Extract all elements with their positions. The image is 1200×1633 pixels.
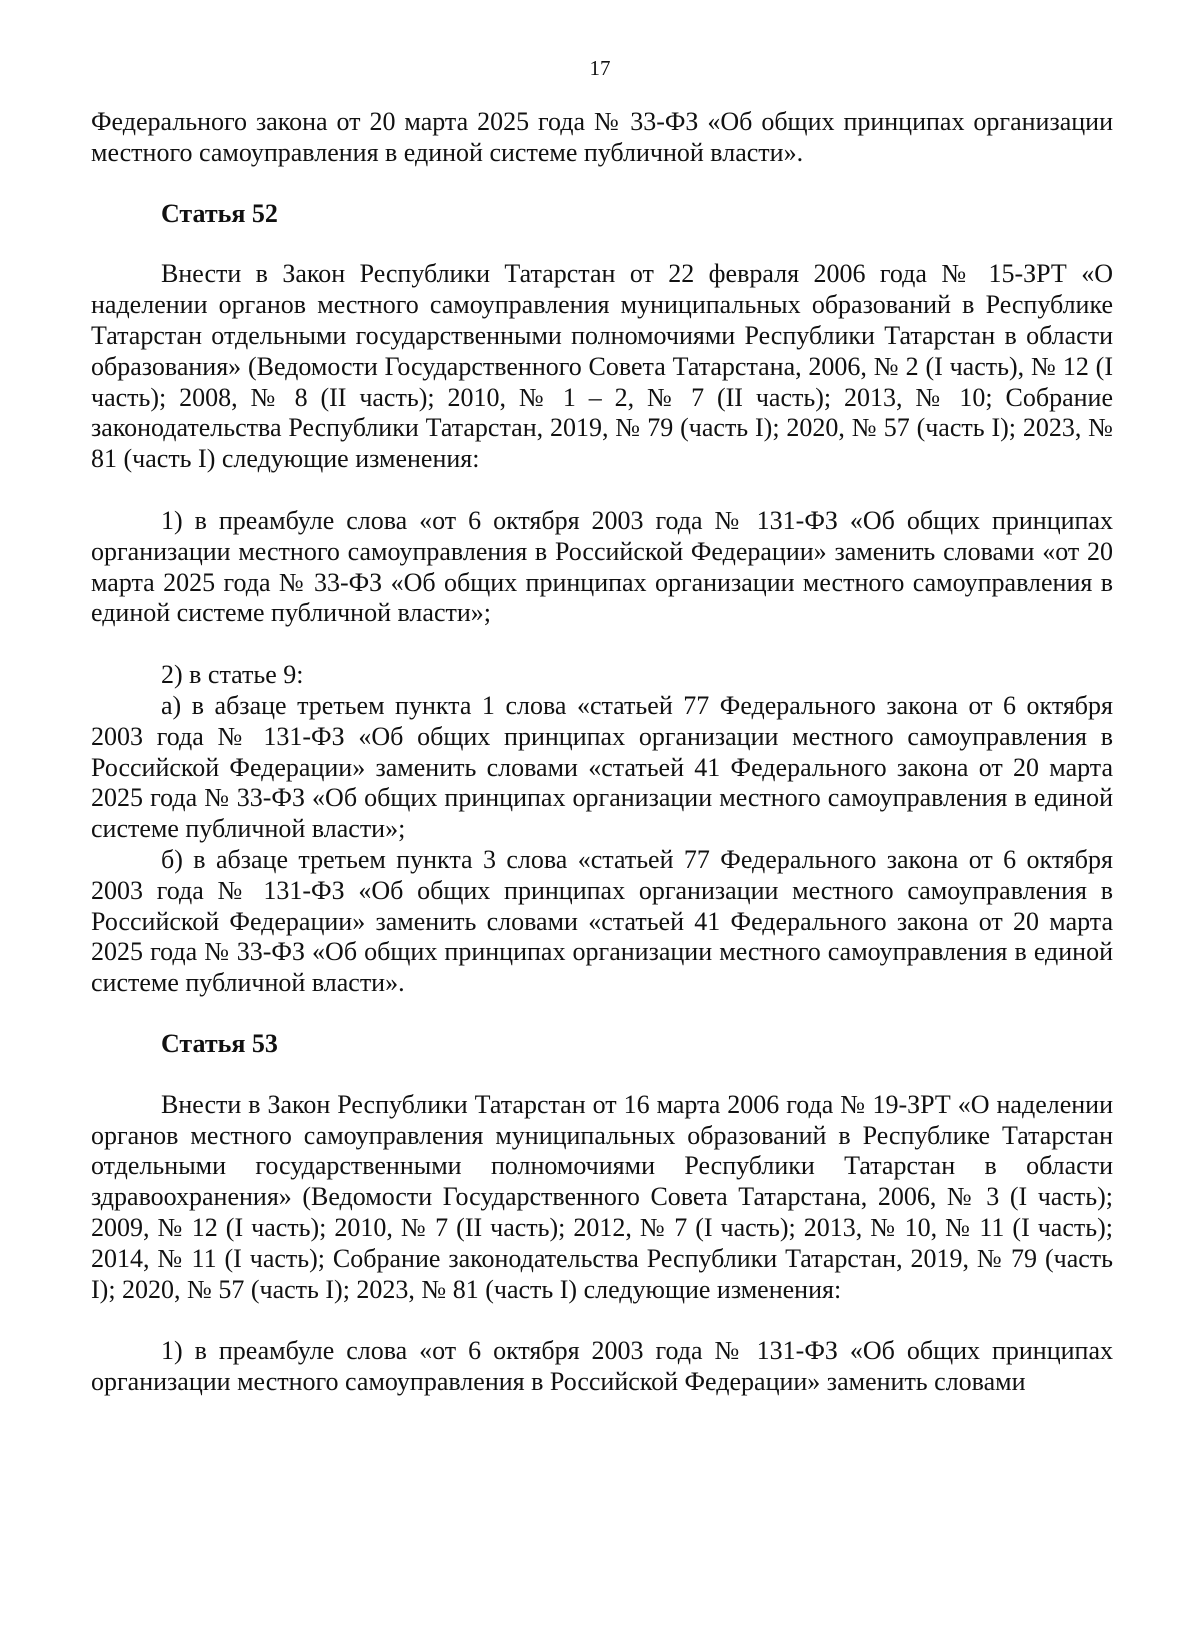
continuation-paragraph: Федерального закона от 20 марта 2025 года № 33-ФЗ «Об общих принципах организации местного самоуправления в единой системе публичной власти». — [91, 107, 1113, 167]
article-heading-52: Статья 52 — [161, 198, 278, 228]
article-52-item-1: 1) в преамбуле слова «от 6 октября 2003 года № 131-ФЗ «Об общих принципах организации местного самоуправления в Российской Федерации» заменить словами «от 20 марта 2025 года № 33-ФЗ «Об общих принципах организации местного самоуправления в единой системе публичной власти»; — [91, 505, 1113, 628]
article-52-intro: Внести в Закон Республики Татарстан от 22 февраля 2006 года № 15-ЗРТ «О наделении органов местного самоуправления муниципальных образований в Республике Татарстан отдельными государственными полномочиями Республики Татарстан в области образования» (Ведомости Государственного Совета Татарстана, 2006, № 2 (I часть), № 12 (I часть); 2008, № 8 (II часть); 2010, № 1 – 2, № 7 (II часть); 2013, № 10; Собрание законодательства Республики Татарстан, 2019, № 79 (часть I); 2020, № 57 (часть I); 2023, № 81 (часть I) следующие изменения: — [91, 259, 1113, 474]
spacer — [91, 1305, 1113, 1336]
spacer — [91, 1060, 1113, 1090]
article-53-item-1: 1) в преамбуле слова «от 6 октября 2003 года № 131-ФЗ «Об общих принципах организации местного самоуправления в Российской Федерации» заменить словами — [91, 1336, 1113, 1397]
article-52-item-2a: а) в абзаце третьем пункта 1 слова «статьей 77 Федерального закона от 6 октября 2003 года № 131-ФЗ «Об общих принципах организации местного самоуправления в Российской Федерации» заменить словами «статьей 41 Федерального закона от 20 марта 2025 года № 33-ФЗ «Об общих принципах организации местного самоуправления в единой системе публичной власти»; — [91, 690, 1113, 844]
document-body — [91, 107, 1113, 1398]
article-52-item-2b: б) в абзаце третьем пункта 3 слова «статьей 77 Федерального закона от 6 октября 2003 года № 131-ФЗ «Об общих принципах организации местного самоуправления в Российской Федерации» заменить словами «статьей 41 Федерального закона от 20 марта 2025 года № 33-ФЗ «Об общих принципах организации местного самоуправления в единой системе публичной власти». — [91, 844, 1113, 998]
spacer — [91, 629, 1113, 660]
spacer — [91, 229, 1113, 259]
spacer — [91, 475, 1113, 506]
article-heading-53: Статья 53 — [161, 1028, 278, 1058]
page-number: 17 — [589, 56, 611, 80]
spacer — [91, 999, 1113, 1029]
spacer — [91, 169, 1113, 199]
article-52-item-2: 2) в статье 9: — [161, 660, 304, 690]
article-53-intro: Внести в Закон Республики Татарстан от 16 марта 2006 года № 19-ЗРТ «О наделении органов местного самоуправления муниципальных образований в Республике Татарстан отдельными государственными полномочиями Республики Татарстан в области здравоохранения» (Ведомости Государственного Совета Татарстана, 2006, № 3 (I часть); 2009, № 12 (I часть); 2010, № 7 (II часть); 2012, № 7 (I часть); 2013, № 10, № 11 (I часть); 2014, № 11 (I часть); Собрание законодательства Республики Татарстан, 2019, № 79 (часть I); 2020, № 57 (часть I); 2023, № 81 (часть I) следующие изменения: — [91, 1089, 1113, 1304]
